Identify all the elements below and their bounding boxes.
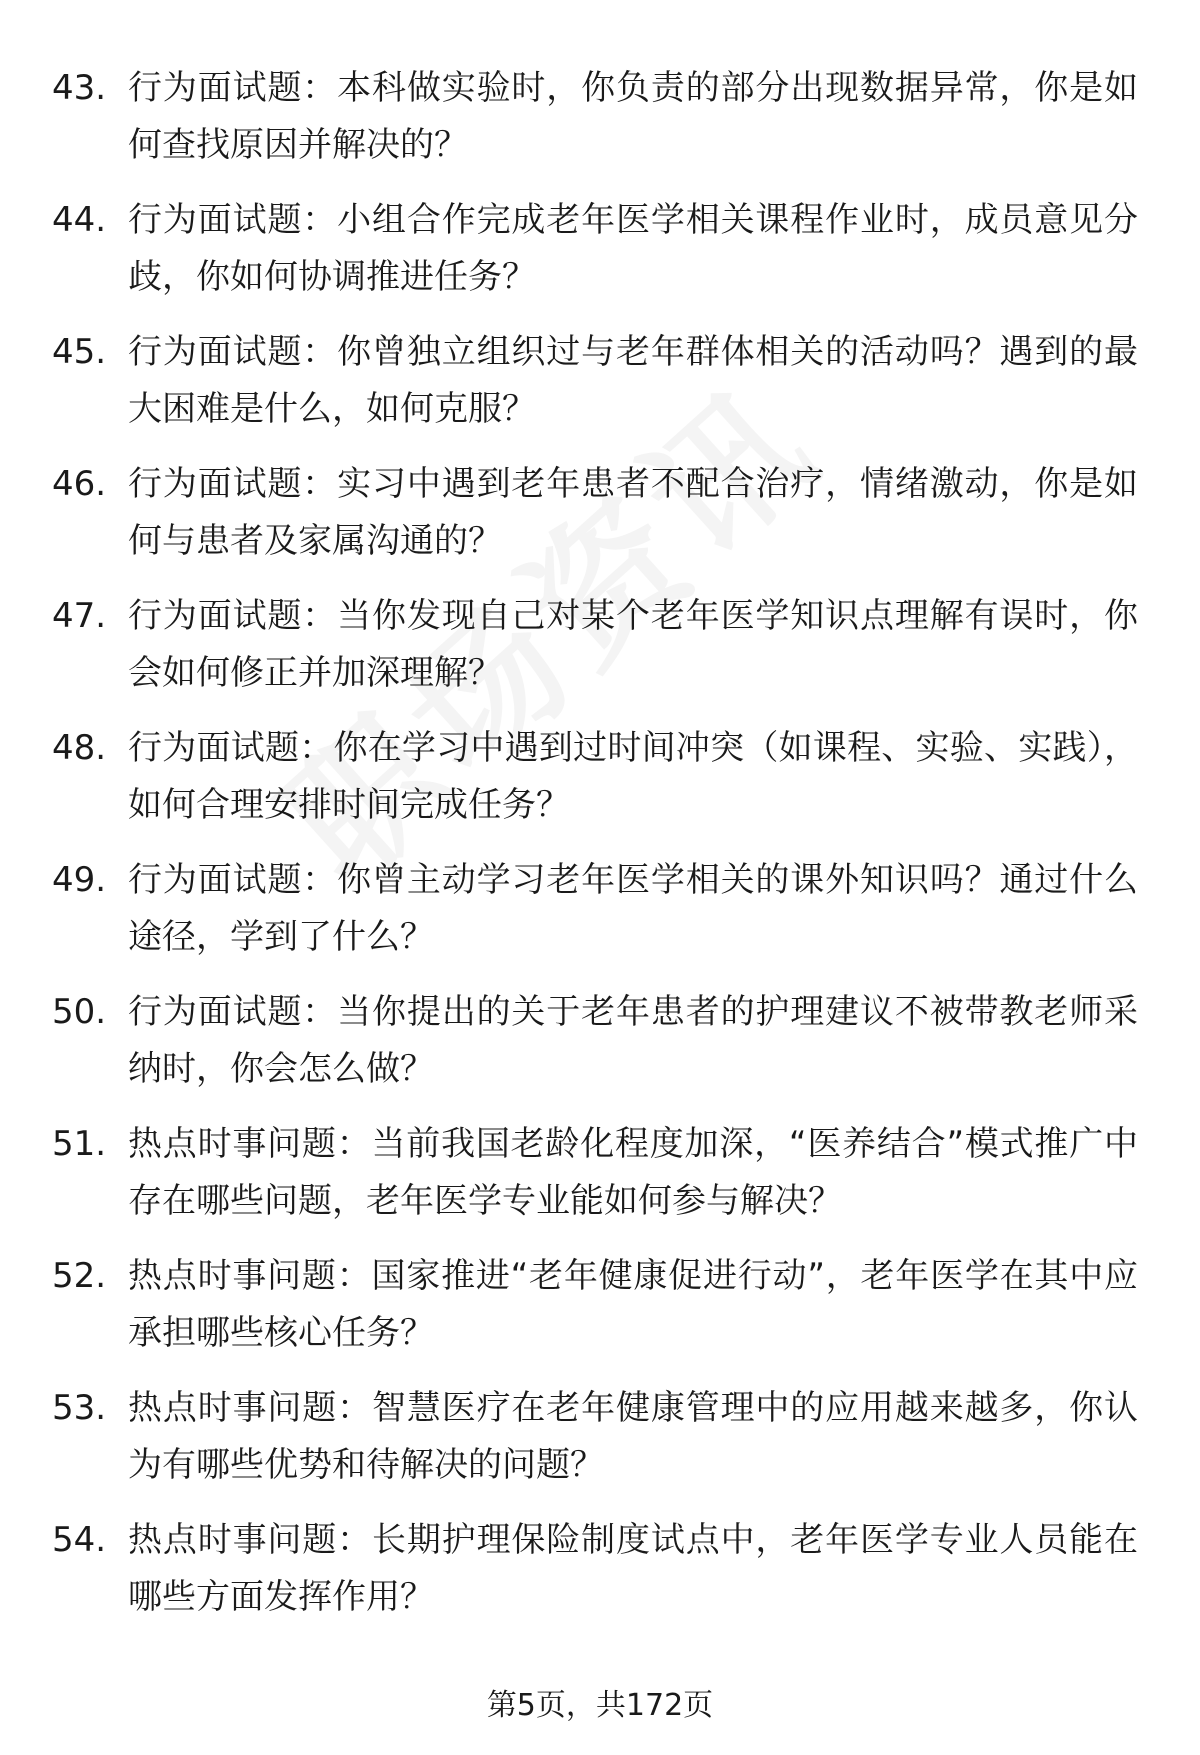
question-text: 行为面试题：本科做实验时，你负责的部分出现数据异常，你是如何查找原因并解决的？ [128,68,1138,165]
question-item [0,852,1200,980]
question-text: 热点时事问题：当前我国老龄化程度加深，“医养结合”模式推广中存在哪些问题，老年医学专业能如何参与解决？ [128,1124,1138,1221]
question-text: 热点时事问题：国家推进“老年健康促进行动”，老年医学在其中应承担哪些核心任务？ [128,1256,1138,1353]
question-item [0,192,1200,320]
question-number: 46. [52,464,107,504]
page-footer: 第5页，共172页 [486,1688,714,1723]
question-text: 行为面试题：实习中遇到老年患者不配合治疗，情绪激动，你是如何与患者及家属沟通的？ [128,464,1138,561]
question-item [0,1380,1200,1508]
question-number: 50. [52,992,107,1032]
question-text: 行为面试题：你在学习中遇到过时间冲突（如课程、实验、实践），如何合理安排时间完成任务？ [128,728,1138,825]
question-text: 行为面试题：小组合作完成老年医学相关课程作业时，成员意见分歧，你如何协调推进任务？ [128,200,1138,297]
question-number: 54. [52,1520,107,1560]
question-item [0,324,1200,452]
question-number: 45. [52,332,107,372]
question-number: 49. [52,860,107,900]
question-item [0,60,1200,188]
question-list [0,60,1200,1644]
question-number: 52. [52,1256,107,1296]
question-number: 47. [52,596,107,636]
question-item [0,984,1200,1112]
question-item [0,720,1200,848]
question-item [0,1116,1200,1244]
question-item [0,456,1200,584]
question-number: 43. [52,68,107,108]
question-item [0,1248,1200,1376]
question-number: 53. [52,1388,107,1428]
question-text: 行为面试题：当你提出的关于老年患者的护理建议不被带教老师采纳时，你会怎么做？ [128,992,1138,1089]
question-number: 44. [52,200,107,240]
question-item [0,588,1200,716]
question-number: 51. [52,1124,107,1164]
question-text: 热点时事问题：长期护理保险制度试点中，老年医学专业人员能在哪些方面发挥作用？ [128,1520,1138,1617]
question-number: 48. [52,728,107,768]
question-text: 行为面试题：你曾主动学习老年医学相关的课外知识吗？通过什么途径，学到了什么？ [128,860,1138,957]
question-text: 热点时事问题：智慧医疗在老年健康管理中的应用越来越多，你认为有哪些优势和待解决的问题？ [128,1388,1138,1485]
question-text: 行为面试题：当你发现自己对某个老年医学知识点理解有误时，你会如何修正并加深理解？ [128,596,1138,693]
question-text: 行为面试题：你曾独立组织过与老年群体相关的活动吗？遇到的最大困难是什么，如何克服？ [128,332,1138,429]
question-item [0,1512,1200,1640]
